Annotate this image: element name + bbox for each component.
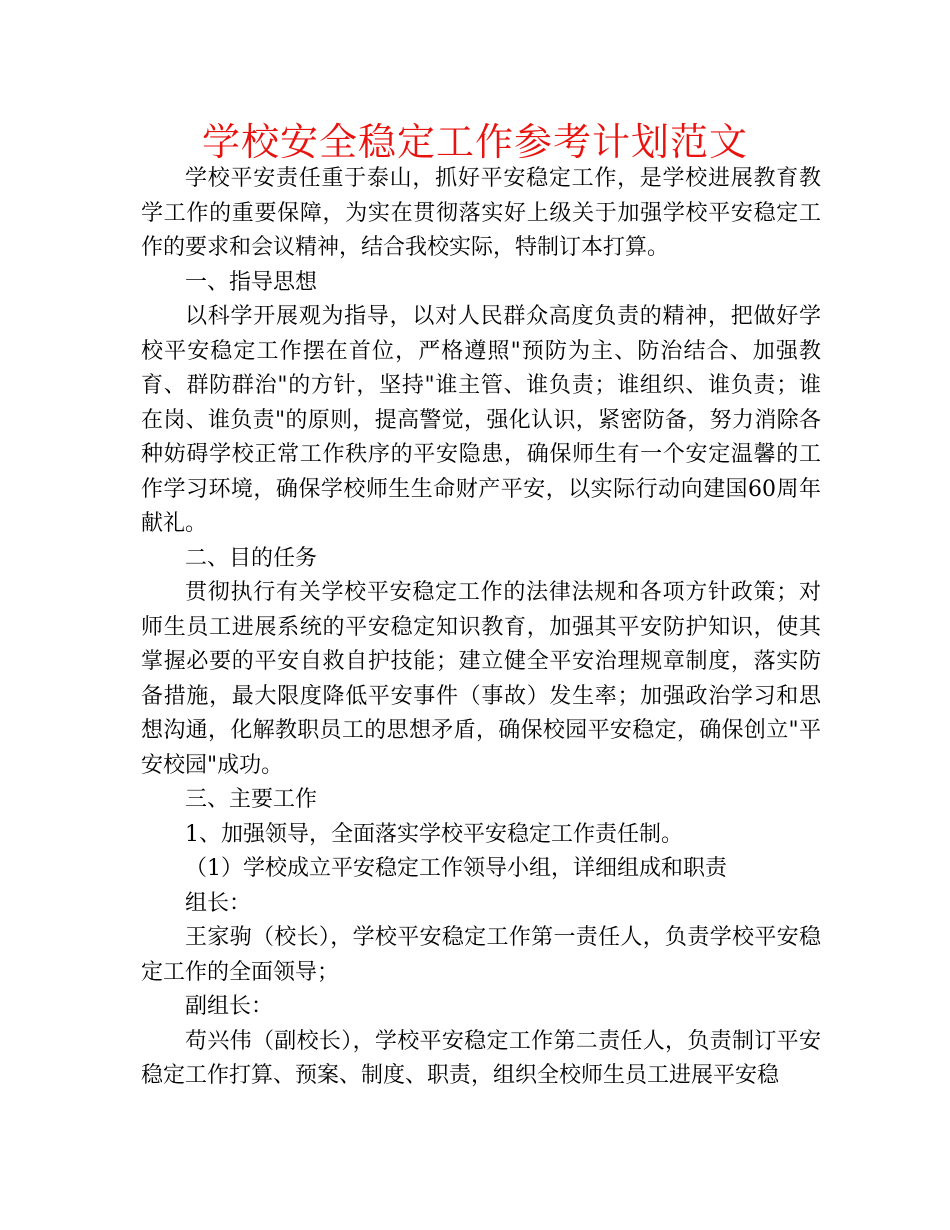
label-deputy-leader: 副组长： [185, 994, 274, 1019]
heading-main-work: 三、主要工作 [185, 787, 318, 812]
item-strengthen-leadership: 1、加强领导，全面落实学校平安稳定工作责任制。 [185, 821, 683, 847]
paragraph-guiding-ideology: 以科学开展观为指导，以对人民群众高度负责的精神，把做好学校平安稳定工作摆在首位，严格遵照"预防为主、防治结合、加强教育、群防群治"的方针，坚持"谁主管、谁负责；谁组织、谁负责；谁在岗、谁负责"的原则，提高警觉，强化认识，紧密防备，努力消除各种妨碍学校正常工作秩序的平安隐患，确保师生有一个安定温馨的工作学习环境，确保学校师生生命财产平安，以实际行动向建国60周年献礼。 [141, 304, 821, 536]
paragraph-deputy-leader: 苟兴伟（副校长），学校平安稳定工作第二责任人，负责制订平安稳定工作打算、预案、制度、职责，组织全校师生员工进展平安稳 [141, 1028, 821, 1088]
heading-guiding-ideology: 一、指导思想 [185, 269, 318, 295]
paragraph-objectives: 贯彻执行有关学校平安稳定工作的法律法规和各项方针政策；对师生员工进展系统的平安稳定知识教育，加强其平安防护知识，使其掌握必要的平安自救自护技能；建立健全平安治理规章制度，落实防备措施，最大限度降低平安事件（事故）发生率；加强政治学习和思想沟通，化解教职员工的思想矛盾，确保校园平安稳定，确保创立"平安校园"成功。 [141, 580, 821, 778]
document-title: 学校安全稳定工作参考计划范文 [201, 120, 748, 164]
heading-objectives: 二、目的任务 [185, 545, 318, 571]
item-leadership-group: （1）学校成立平安稳定工作领导小组，详细组成和职责 [185, 856, 727, 881]
paragraph-intro: 学校平安责任重于泰山，抓好平安稳定工作，是学校进展教育教学工作的重要保障，为实在贯彻落实好上级关于加强学校平安稳定工作的要求和会议精神，结合我校实际，特制订本打算。 [141, 166, 821, 260]
paragraph-group-leader: 王家驹（校长），学校平安稳定工作第一责任人，负责学校平安稳定工作的全面领导； [141, 925, 821, 985]
label-group-leader: 组长： [185, 890, 252, 916]
document-body [141, 162, 821, 1094]
